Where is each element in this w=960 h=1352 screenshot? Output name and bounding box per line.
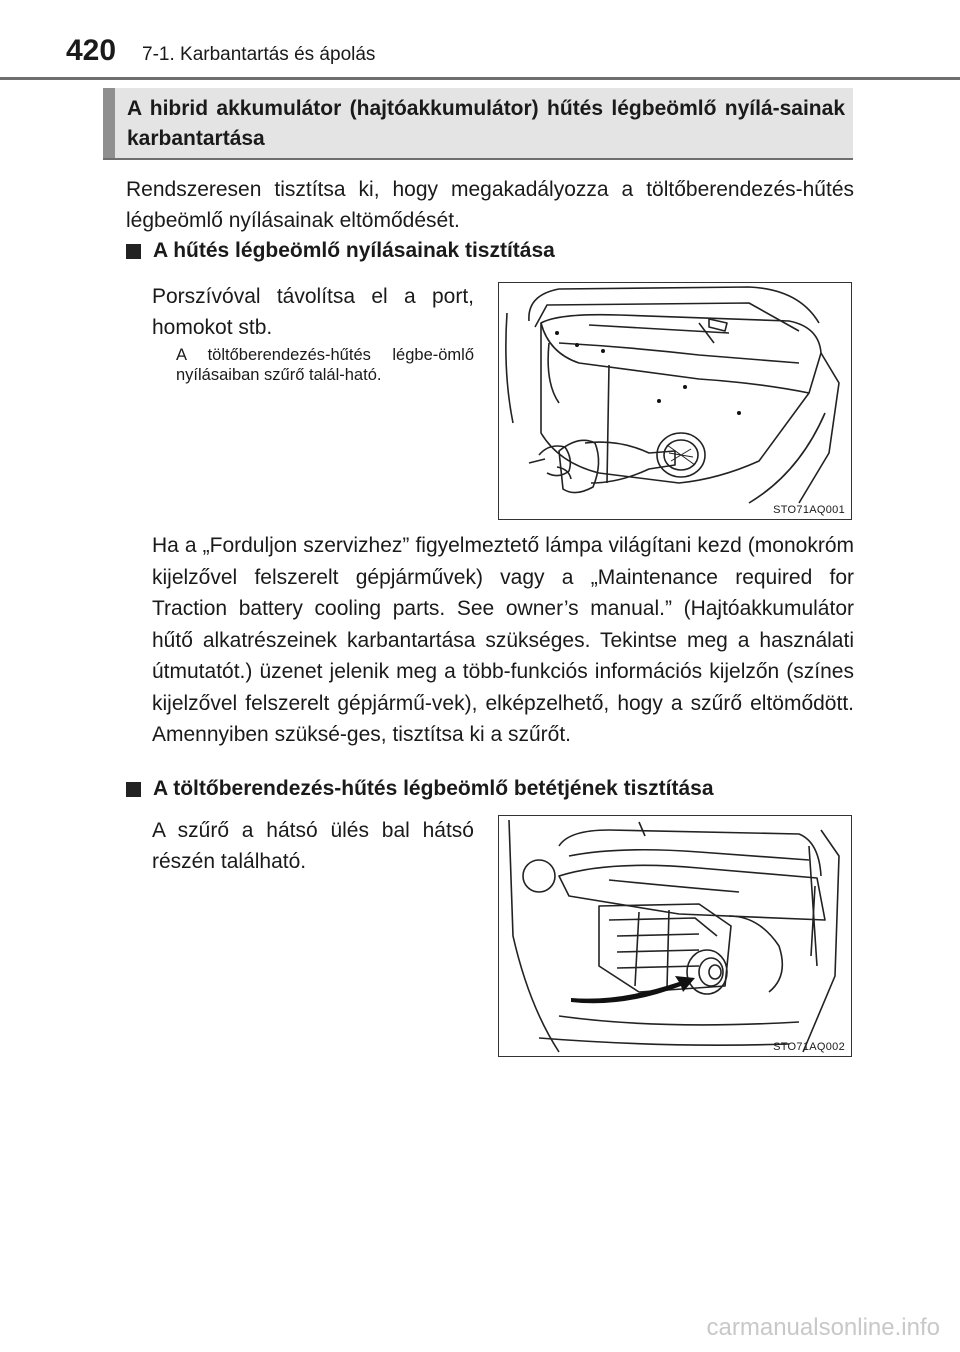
page-header [0, 0, 960, 80]
filter-note: A töltőberendezés-hűtés légbe-ömlő nyílásaiban szűrő talál-ható. [176, 346, 474, 384]
bullet-square-icon [126, 782, 141, 797]
subheading-2-label: A töltőberendezés-hűtés légbeömlő betétjének tisztítása [153, 777, 714, 800]
section-heading-bar [103, 88, 115, 158]
chapter-title: 7-1. Karbantartás és ápolás [142, 44, 376, 65]
warning-paragraph: Ha a „Forduljon szervizhez” figyelmeztető lámpa világítani kezd (monokróm kijelzővel felszerelt gépjárművek) vagy a „Maintenance required for Traction battery cooling parts. See owner’s manual.” (Hajtóakkumulátor hűtő alkatrészeinek karbantartása szükséges. Tekintse meg a használati útmutatót.) üzenet jelenik meg a több-funkciós információs kijelzőn (színes kijelzővel felszerelt gépjármű-vek), elképzelhető, hogy a szűrő eltömődött. Amennyiben szüksé-ges, tisztítsa ki a szűrőt. [152, 534, 854, 746]
figure-vacuum-cleaning [498, 282, 852, 520]
page-number: 420 [66, 34, 117, 67]
bullet-square-icon [126, 244, 141, 259]
section-heading-box [103, 88, 853, 160]
subheading-1 [126, 239, 555, 263]
vacuum-instruction: Porszívóval távolítsa el a port, homokot stb. [152, 285, 474, 339]
rear-seat-vacuum-illustration [499, 283, 851, 519]
filter-location-text: A szűrő a hátsó ülés bal hátsó részén található. [152, 819, 474, 873]
header-divider [0, 77, 960, 80]
figure-2-code: STO71AQ002 [773, 1041, 845, 1053]
figure-filter-location [498, 815, 852, 1057]
watermark: carmanualsonline.info [706, 1314, 940, 1341]
intro-paragraph: Rendszeresen tisztítsa ki, hogy megakadályozza a töltőberendezés-hűtés légbeömlő nyílásainak eltömődését. [126, 178, 854, 232]
figure-1-code: STO71AQ001 [773, 504, 845, 516]
section-title: A hibrid akkumulátor (hajtóakkumulátor) hűtés légbeömlő nyílá-sainak karbantartása [127, 97, 845, 150]
subheading-1-label: A hűtés légbeömlő nyílásainak tisztítása [153, 239, 555, 262]
subheading-2 [126, 777, 714, 801]
rear-seat-filter-illustration [499, 816, 851, 1056]
